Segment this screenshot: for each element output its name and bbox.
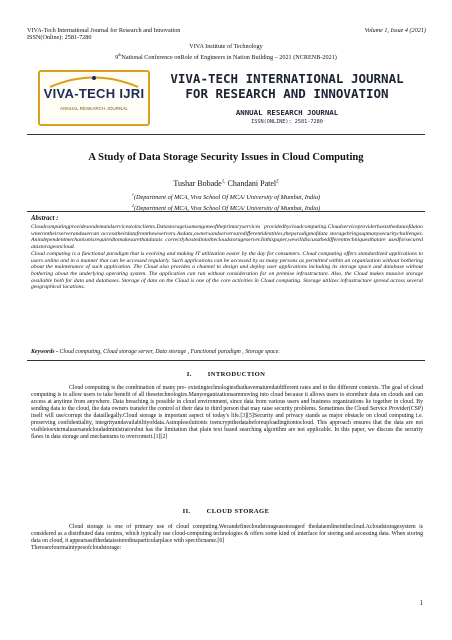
author-affiliations xyxy=(0,191,452,212)
journal-banner-subtitle: ANNUAL RESEARCH JOURNAL xyxy=(235,108,339,117)
keywords-label: Keywords - xyxy=(31,349,60,355)
abstract-bottom-rule xyxy=(27,360,425,361)
section-1-body: Cloud computing is the combination of many pre- existingtechnologiesthathavematuredatdifferent rates and in the different contexts. The goal of cloud computing is to allow users to take benefit of all thesetechnologies.Manyorganizationsaremoving into cloud because it allows users to storetheir data on clouds and can access at anytime from anywhere. Data breaching is possible in cloud environment, since data from various users and business organizations lie together in cloud. By sending data to the cloud, the data owners transfer the control of their data to third person that may raise security problems. Sometimes the Cloud Service Provider(CSP) itself will use/corrupt the dataillegally.Cloud storage is important aspect of today's life.[3][5]Security and privacy stands as major obstacle on cloud computing i.e. preserving confidentiality, integrityandavailabilityofdata.Asimplesolutionis toencryptthedatabeforeuploadingitontocloud. This approach ensures that the data are not visibletoexternalusersandcloudadministratorsbut has the limitation that plain text based searching algorithm are not applicable. In this paper, we discuss the security flaws in data storage and mechanisms to overcomeit.[1][2] xyxy=(31,385,423,440)
section-2-body: Cloud storage is one of primary use of cloud computing.Wecandefinecloudstorageasstorageof thedataonlineinthecloud.Acloudstoragesystem is considered as a distributed data centres, which typically use cloud-computing technologies & offers some kind of interface for storing and accessing data. When storing data on cloud, it appearsasifthedataisstoredinaparticularplace with specificname.[6] Therearefourmaintypesofcloudstorage: xyxy=(31,524,423,551)
paper-title: A Study of Data Storage Security Issues in Cloud Computing xyxy=(88,152,364,163)
logo-subtext: ANNUAL RESEARCH JOURNAL xyxy=(60,106,128,111)
logo-text: VIVA-TECH IJRI xyxy=(43,86,145,101)
paper-authors: Tushar Bobade$^{1,}$ Chandani Patel$^2$ xyxy=(173,179,279,188)
abstract-body xyxy=(31,224,423,291)
header-divider xyxy=(27,134,425,135)
section-2-heading: II. CLOUD STORAGE xyxy=(182,508,270,515)
issn-online: ISSN(Online): 2581-7280 xyxy=(27,34,92,42)
conference-name: 9thNational Conference onRole of Engineers in Nation Building – 2021 (NCRENB-2021) xyxy=(115,52,337,62)
page-number: 1 xyxy=(419,599,423,607)
section-1-heading: I. INTRODUCTION xyxy=(186,371,266,378)
affiliation-1: $^1$(Department of MCA, Viva School Of MCA/ University of Mumbai, India) xyxy=(131,192,321,202)
abstract-paragraph-2: Cloud computing is a functional paradigm that is evolving and making IT utilization easier by the day for consumers. Cloud computing offers standardized applications to users online and in a manner that can be accessed regularly. Such applications can be accessed by as many persons as permitted within an organization without bothering about the maintenance of such application. The Cloud also provides a channel to design and deploy user applications including its storage space and database without bothering about the underlying operating system. The application can run without consideration for on premise infrastructure. Also, the Cloud makes massive storage available both for data and databases. Storage of data on the Cloud is one of the core activities in Cloud computing. Storage utilizes infrastructure spread across several geographical locations. xyxy=(31,250,423,291)
institute-name: VIVA Institute of Technology xyxy=(189,43,263,50)
abstract-top-rule xyxy=(27,211,425,212)
section-2-types-intro: Therearefourmaintypesofcloudstorage: xyxy=(31,544,122,551)
affiliation-2: $^2$(Department of MCA, Viva School Of MCA/ University of Mumbai, India) xyxy=(131,202,321,212)
abstract-paragraph-1: Cloudcomputingprovidesondemandservicestoitsclients.Datastorageisamongoneoftheprimaryservices providedbycloudcomputing.Cloudserviceproviderhoststhedataofdataownerontheirserverandusercan accesstheirdatafromtheseservers.Asdata,ownersandserversaredifferentidentities,theparadigmofdata storagebringsupmanysecuritychallenges.Anindependentmechanismisrequiredtomakesurethatdatais correctlyhostedintothecloudstorageserver.Inthispaper,wewilldiscussthedifferenttechniquesthatare usedforsecuredatastorageoncloud. xyxy=(31,224,423,251)
keywords xyxy=(31,349,423,355)
abstract-label: Abstract : xyxy=(31,215,59,222)
keywords-list: Cloud computing, Cloud storage server, Data storage , Functional paradigm , Storage space. xyxy=(59,349,280,355)
journal-name: VIVA-Tech International Journal for Research and Innovation xyxy=(27,27,181,34)
journal-banner-title: VIVA-TECH INTERNATIONAL JOURNAL FOR RESEARCH AND INNOVATION xyxy=(170,71,404,101)
volume-issue: Volume 1, Issue 4 (2021) xyxy=(364,27,426,34)
journal-logo xyxy=(38,70,150,126)
journal-banner-issn: ISSN(ONLINE): 2581-7280 xyxy=(251,119,323,125)
running-header-left xyxy=(27,27,327,42)
